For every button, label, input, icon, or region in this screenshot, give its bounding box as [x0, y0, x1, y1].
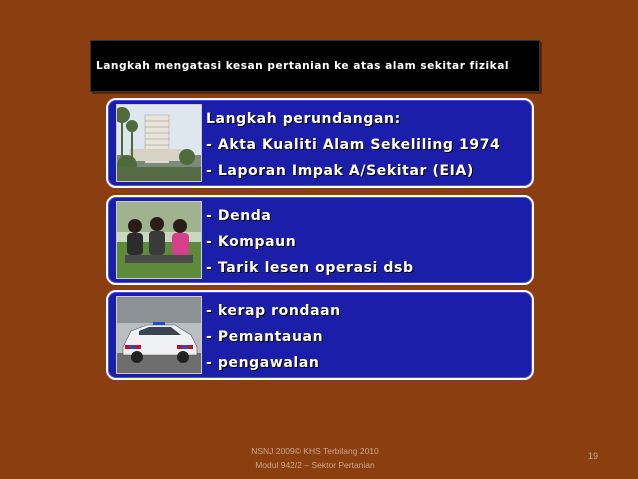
box1-line2: - Akta Kualiti Alam Sekeliling 1974	[206, 137, 501, 153]
box1-line3: - Laporan Impak A/Sekitar (EIA)	[206, 163, 474, 179]
box3-line2: - Pemantauan	[206, 329, 324, 345]
footer-line1: NSNJ 2009© KHS Terbilang 2010	[251, 446, 379, 456]
title-bar	[90, 40, 540, 92]
content-box-legislation	[106, 98, 534, 188]
slide-footer	[225, 444, 405, 472]
page-number: 19	[588, 451, 599, 461]
footer-line2: Modul 942/2 – Sektor Pertanian	[255, 460, 375, 470]
box2-line1: - Denda	[206, 208, 272, 224]
content-box-enforcement	[106, 290, 534, 380]
box3-line1: - kerap rondaan	[206, 303, 341, 319]
parliament-building-image	[116, 104, 202, 182]
content-box-penalties	[106, 195, 534, 285]
police-car-image	[116, 296, 202, 374]
box2-line2: - Kompaun	[206, 234, 297, 250]
slide-title: Langkah mengatasi kesan pertanian ke atas alam sekitar fizikal	[96, 60, 509, 72]
people-sitting-image	[116, 201, 202, 279]
box2-line3: - Tarik lesen operasi dsb	[206, 260, 414, 276]
box1-line1: Langkah perundangan:	[206, 111, 401, 127]
box3-line3: - pengawalan	[206, 355, 320, 371]
